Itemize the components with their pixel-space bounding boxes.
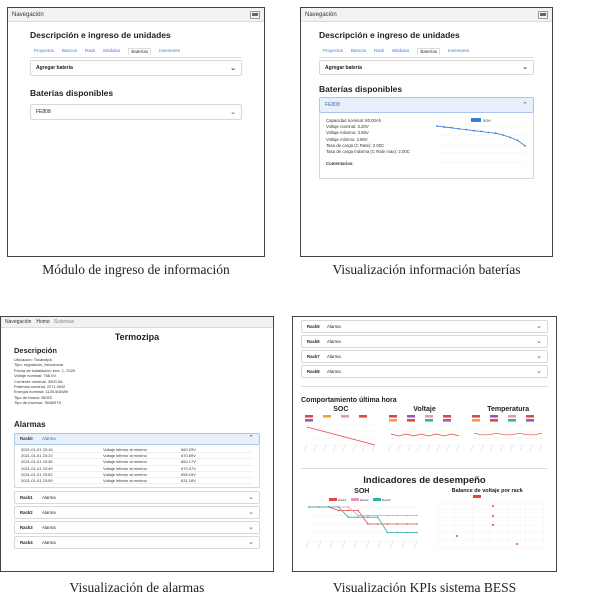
tick-label [481, 445, 484, 451]
add-battery-label: Agregar batería [36, 65, 73, 71]
tick-label [353, 445, 356, 451]
rack2-accordion[interactable] [14, 506, 260, 519]
desc-line: Tipo de inversor: SMART5 [14, 400, 61, 406]
data-point [387, 523, 389, 525]
spec-crate-max: Tasa de carga máxima (C Rate max): 2.00C [326, 149, 410, 155]
rack-label: Alarma [327, 339, 341, 344]
chevron-down-icon: ⌄ [230, 108, 236, 116]
spec-list [326, 118, 410, 167]
legend-swatch [305, 419, 313, 422]
tab-proyectos[interactable]: Proyectos [323, 48, 344, 53]
legend-swatch [471, 118, 481, 122]
tick-label [342, 541, 345, 548]
tick-label [306, 541, 309, 548]
tick-label [372, 445, 375, 451]
legend-swatch [526, 415, 534, 418]
tick-label [417, 445, 420, 451]
voltage-chart-title: Voltaje [413, 406, 436, 413]
add-battery-accordion[interactable] [30, 60, 242, 76]
rack5-accordion[interactable] [301, 320, 548, 333]
nav-brand[interactable]: Navegación [5, 319, 32, 325]
legend-swatch [526, 419, 534, 422]
legend-swatch [359, 415, 367, 418]
tick-label [378, 541, 381, 548]
spec-crate: Tasa de carga (C Rate): 2.00C [326, 142, 385, 148]
rack-name: Rack7 [307, 354, 320, 359]
legend-label: Rack3 [382, 498, 391, 502]
data-point [451, 127, 453, 129]
rack-label: Alarma [42, 495, 56, 501]
rack-label: Alarma [42, 525, 56, 531]
soc-chart-block [301, 406, 381, 458]
navbar [8, 8, 264, 22]
legend-swatch [341, 415, 349, 418]
data-point [406, 532, 408, 534]
series-line [307, 427, 375, 445]
data-point [524, 145, 526, 147]
rack-name: Rack2 [20, 510, 33, 516]
tick-label [471, 445, 474, 451]
desc-line: Tipo: regulación_frecuencia [14, 362, 63, 368]
tick-label [500, 445, 503, 451]
series-line [437, 126, 525, 146]
data-point [377, 523, 379, 525]
legend-swatch [351, 498, 359, 501]
spec-capacity: Capacidad nominal: 80.00Ah [326, 118, 382, 123]
add-battery-accordion[interactable] [319, 60, 534, 75]
tick-label [436, 445, 439, 451]
series-line [309, 507, 417, 533]
soc-chart [301, 413, 379, 453]
desc-line: Corriente nominal: 3000.0A [14, 378, 63, 384]
nav-brand[interactable]: Navegación [305, 11, 337, 18]
data-point [367, 516, 369, 518]
legend-swatch [508, 419, 516, 422]
rack0-accordion[interactable] [14, 433, 260, 445]
desc-line: Voltaje nominal: 768.0V [14, 373, 57, 379]
tab-rack[interactable]: Rack [85, 48, 96, 53]
chevron-down-icon: ⌄ [536, 353, 542, 360]
data-point [377, 516, 379, 518]
data-point [357, 510, 359, 512]
tick-label [330, 541, 333, 548]
table-row: 2021-01-01 23:49 Voltaje inferior al mínimo 670.07V [21, 466, 253, 472]
data-point [443, 126, 445, 128]
data-point [328, 506, 330, 508]
data-point [347, 516, 349, 518]
tabs [319, 46, 534, 58]
tick-label [510, 445, 513, 451]
tab-baterias[interactable]: Baterías [128, 48, 151, 55]
balance-chart-block [427, 488, 549, 557]
legend-swatch [508, 415, 516, 418]
tab-inversores[interactable]: Inversores [448, 48, 470, 53]
voltage-chart [385, 413, 463, 453]
data-point [377, 515, 379, 517]
tabs [30, 46, 242, 58]
legend-swatch [473, 495, 481, 498]
kpi-title: Indicadores de desempeño [363, 475, 486, 486]
chevron-down-icon: ⌄ [230, 64, 236, 72]
tab-modulos[interactable]: Módulos [392, 48, 410, 53]
data-point [502, 134, 504, 136]
rack-name: Rack6 [307, 339, 320, 344]
tick-label [388, 445, 391, 451]
data-point [406, 523, 408, 525]
legend-label: Rack1 [338, 498, 347, 502]
add-battery-label: Agregar batería [325, 64, 362, 71]
data-point [465, 129, 467, 131]
chevron-up-icon: ⌃ [522, 101, 528, 109]
data-point [492, 524, 494, 526]
chevron-down-icon: ⌄ [522, 64, 528, 71]
tick-label [366, 541, 369, 548]
caption-1: Módulo de ingreso de información [42, 262, 230, 277]
table-row: 2021-01-01 23:23 Voltaje inferior al mínimo 670.69V [21, 453, 253, 459]
data-point [397, 515, 399, 517]
navbar [1, 317, 273, 328]
tick-label [539, 445, 542, 451]
desc-line: Potencia nominal: 2271.0kW [14, 384, 65, 390]
tick-label [397, 445, 400, 451]
caption-2: Visualización información baterías [332, 262, 521, 277]
legend-label: Rack2 [360, 498, 369, 502]
panel-ingreso [7, 7, 265, 257]
data-point [387, 532, 389, 534]
desc-line: Tipo de banco: BESS [14, 394, 53, 400]
data-point [397, 523, 399, 525]
chevron-down-icon: ⌄ [248, 539, 254, 547]
legend-swatch [472, 419, 480, 422]
rack-label: Alarma [327, 324, 341, 329]
spec-vmax: Voltaje máximo: 3.55V [326, 130, 369, 136]
data-point [308, 506, 310, 508]
table-row: 2021-01-01 23:52 Voltaje inferior al mínimo 656.19V [21, 472, 253, 478]
soc-chart-title: SOC [333, 406, 349, 413]
data-point [338, 506, 340, 508]
rack-label: Alarma [327, 369, 341, 374]
battery-details [319, 113, 534, 179]
behavior-charts [301, 406, 548, 458]
data-point [367, 515, 369, 517]
chevron-down-icon: ⌄ [248, 494, 254, 502]
series-line [474, 433, 542, 435]
tick-label [530, 445, 533, 451]
chevron-down-icon: ⌄ [248, 524, 254, 532]
data-point [492, 505, 494, 507]
battery-label: FE808 [36, 109, 51, 115]
legend-swatch [329, 498, 337, 501]
data-point [318, 506, 320, 508]
tick-label [323, 445, 326, 451]
page-title: Termozipa [114, 332, 160, 342]
tick-label [304, 445, 307, 451]
legend-swatch [407, 419, 415, 422]
alarm-table [14, 445, 260, 489]
tab-proyectos[interactable]: Proyectos [34, 48, 55, 53]
legend-label: SOH [483, 119, 491, 123]
rack3-accordion[interactable] [14, 521, 260, 534]
soh-mini-chart [427, 116, 529, 168]
data-point [347, 506, 349, 508]
rack-name: Rack8 [307, 369, 320, 374]
rack-label: Alarma [42, 510, 56, 516]
table-row: 2021-01-01 23:59 Voltaje inferior al mínimo 631.18V [21, 478, 253, 484]
tick-label [427, 445, 430, 451]
chevron-down-icon: ⌄ [248, 509, 254, 517]
caption-3: Visualización de alarmas [69, 580, 205, 595]
tick-label [402, 541, 405, 548]
tick-label [390, 541, 393, 548]
legend-swatch [472, 415, 480, 418]
tick-label [333, 445, 336, 451]
data-point [517, 140, 519, 142]
tick-label [407, 445, 410, 451]
rack7-accordion[interactable] [301, 350, 548, 363]
rack-name: Rack3 [20, 525, 33, 531]
tick-label [446, 445, 449, 451]
desc-line: Ubicación: Tocancipá [14, 357, 52, 362]
desc-line: Fecha de instalación: ene. 1, 2020 [14, 367, 76, 373]
alarms-title: Alarmas [14, 419, 46, 429]
navbar [301, 8, 552, 22]
available-title: Baterías disponibles [30, 88, 114, 98]
data-point [492, 515, 494, 517]
series-line [309, 507, 417, 516]
rack-name: Rack5 [307, 324, 320, 329]
series-line [391, 434, 459, 436]
data-point [416, 515, 418, 517]
legend-swatch [490, 415, 498, 418]
tick-label [491, 445, 494, 451]
legend-swatch [490, 419, 498, 422]
data-point [487, 132, 489, 134]
data-point [347, 510, 349, 512]
temperature-chart [468, 413, 546, 453]
data-point [516, 543, 518, 545]
balance-chart [427, 494, 547, 552]
tab-baterias[interactable]: Baterías [417, 48, 440, 55]
kpi-section [301, 468, 548, 557]
tick-label [343, 445, 346, 451]
data-point [338, 510, 340, 512]
rack-name: Rack4 [20, 540, 33, 546]
data-point [456, 535, 458, 537]
tab-bancos[interactable]: Bancos [351, 48, 367, 53]
data-point [397, 532, 399, 534]
data-point [387, 515, 389, 517]
data-point [416, 523, 418, 525]
data-point [416, 532, 418, 534]
tab-rack[interactable]: Rack [374, 48, 385, 53]
available-title: Baterías disponibles [319, 84, 403, 94]
rack6-accordion[interactable] [301, 335, 548, 348]
legend-swatch [373, 498, 381, 501]
kpi-charts [301, 488, 548, 557]
spec-vnom: Voltaje nominal: 3.20V [326, 124, 369, 130]
temperature-chart-title: Temperatura [487, 406, 530, 413]
rack-label: Alarma [42, 436, 56, 442]
behavior-section [301, 386, 548, 458]
tick-label [520, 445, 523, 451]
rack-name: Rack1 [20, 495, 33, 501]
rack-name: Rack0 [20, 436, 33, 442]
legend-swatch [407, 415, 415, 418]
panel-baterias [300, 7, 553, 257]
chevron-up-icon: ⌃ [248, 435, 254, 443]
tab-inversores[interactable]: Inversores [159, 48, 181, 53]
description-title: Descripción [14, 346, 57, 355]
data-point [357, 515, 359, 517]
description-list [14, 357, 260, 406]
comments-label: Comentarios: [326, 161, 354, 167]
rack4-accordion[interactable] [14, 536, 260, 549]
caption-4: Visualización KPIs sistema BESS [332, 580, 517, 595]
rack1-accordion[interactable] [14, 491, 260, 504]
nav-link-home[interactable]: Home [36, 319, 50, 325]
data-point [406, 515, 408, 517]
legend-swatch [323, 415, 331, 418]
nav-brand[interactable]: Navegación [12, 11, 44, 18]
chevron-down-icon: ⌄ [536, 323, 542, 330]
section-title: Descripción e ingreso de unidades [319, 30, 460, 40]
chevron-down-icon: ⌄ [536, 368, 542, 375]
menu-icon[interactable] [250, 11, 260, 19]
rack-label: Alarma [327, 354, 341, 359]
table-row: 2021-01-01 23:36 Voltaje inferior al mínimo 660.17V [21, 459, 253, 465]
legend-swatch [389, 415, 397, 418]
battery-accordion[interactable] [30, 104, 242, 120]
legend-swatch [443, 415, 451, 418]
legend-swatch [425, 415, 433, 418]
soh-chart-title: SOH [354, 488, 370, 495]
panel-kpis [292, 316, 557, 572]
tick-label [414, 541, 417, 548]
tick-label [456, 445, 459, 451]
balance-chart-title: Balance de voltaje por rack [451, 488, 523, 494]
data-point [367, 523, 369, 525]
data-point [473, 130, 475, 132]
data-point [357, 516, 359, 518]
menu-icon[interactable] [538, 11, 548, 19]
tab-modulos[interactable]: Módulos [103, 48, 121, 53]
legend-swatch [425, 419, 433, 422]
rack-label: Alarma [42, 540, 56, 546]
tick-label [314, 445, 317, 451]
section-title: Descripción e ingreso de unidades [30, 30, 171, 40]
soh-chart-block [301, 488, 423, 557]
desc-line: Energía nominal: 1135.5OkWh [14, 389, 69, 395]
battery-label: FE808 [325, 102, 340, 108]
temperature-chart-block [468, 406, 548, 458]
data-point [495, 132, 497, 134]
data-point [480, 131, 482, 133]
soh-chart [301, 495, 421, 551]
data-point [509, 137, 511, 139]
behavior-title: Comportamiento última hora [301, 397, 397, 404]
data-point [458, 128, 460, 130]
tick-label [354, 541, 357, 548]
legend-swatch [443, 419, 451, 422]
rack8-accordion[interactable] [301, 365, 548, 378]
data-point [436, 125, 438, 127]
tick-label [362, 445, 365, 451]
spec-vmin: Voltaje mínimo: 2.80V [326, 136, 368, 142]
legend-swatch [305, 415, 313, 418]
legend-swatch [389, 419, 397, 422]
panel-alarmas [0, 316, 274, 572]
tab-bancos[interactable]: Bancos [62, 48, 78, 53]
table-row: 2021-01-01 23:16 Voltaje inferior al mínimo 660.29V [21, 447, 253, 453]
battery-accordion-open[interactable] [319, 97, 534, 113]
voltage-chart-block [385, 406, 465, 458]
tick-label [318, 541, 321, 548]
nav-link-sistemas[interactable]: Sistemas [53, 319, 75, 325]
chevron-down-icon: ⌄ [536, 338, 542, 345]
